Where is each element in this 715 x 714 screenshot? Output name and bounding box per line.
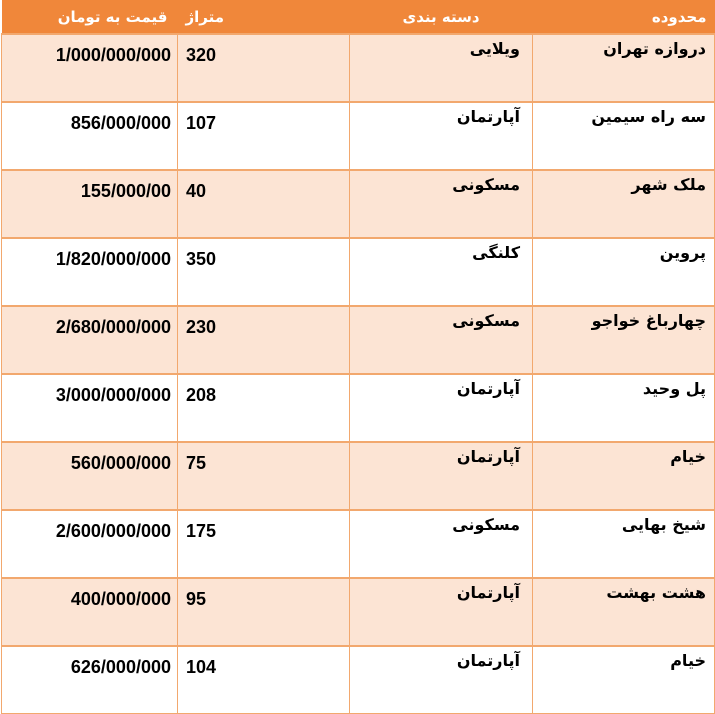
cell-price: 2/680/000/000 [2, 306, 178, 374]
cell-area: 175 [178, 510, 350, 578]
cell-area: 75 [178, 442, 350, 510]
table-row [2, 374, 715, 442]
cell-category: آپارتمان [350, 374, 533, 442]
cell-category: آپارتمان [350, 442, 533, 510]
header-price: قیمت به تومان [2, 0, 178, 34]
cell-area: 107 [178, 102, 350, 170]
cell-area: 350 [178, 238, 350, 306]
cell-area: 230 [178, 306, 350, 374]
cell-price: 1/000/000/000 [2, 34, 178, 102]
cell-area: 208 [178, 374, 350, 442]
cell-category: کلنگی [350, 238, 533, 306]
cell-price: 1/820/000/000 [2, 238, 178, 306]
cell-area: 95 [178, 578, 350, 646]
cell-area: 104 [178, 646, 350, 714]
table-row [2, 34, 715, 102]
property-price-table [1, 0, 715, 714]
cell-district: چهارباغ خواجو [533, 306, 715, 374]
cell-category: آپارتمان [350, 578, 533, 646]
cell-category: آپارتمان [350, 102, 533, 170]
cell-district: خیام [533, 442, 715, 510]
cell-category: مسکونی [350, 510, 533, 578]
header-category: دسته بندی [350, 0, 533, 34]
cell-category: مسکونی [350, 306, 533, 374]
table-row [2, 578, 715, 646]
cell-district: پل وحید [533, 374, 715, 442]
cell-area: 320 [178, 34, 350, 102]
cell-category: آپارتمان [350, 646, 533, 714]
cell-category: مسکونی [350, 170, 533, 238]
cell-district: ملک شهر [533, 170, 715, 238]
cell-price: 155/000/00 [2, 170, 178, 238]
table-row [2, 238, 715, 306]
header-area: متراژ [178, 0, 350, 34]
cell-category: ویلایی [350, 34, 533, 102]
cell-district: شیخ بهایی [533, 510, 715, 578]
header-district: محدوده [533, 0, 715, 34]
cell-district: خیام [533, 646, 715, 714]
table-row [2, 170, 715, 238]
table-row [2, 510, 715, 578]
cell-price: 626/000/000 [2, 646, 178, 714]
table-row [2, 306, 715, 374]
table-row [2, 442, 715, 510]
cell-price: 560/000/000 [2, 442, 178, 510]
cell-district: سه راه سیمین [533, 102, 715, 170]
cell-district: هشت بهشت [533, 578, 715, 646]
table-row [2, 102, 715, 170]
cell-price: 856/000/000 [2, 102, 178, 170]
cell-price: 400/000/000 [2, 578, 178, 646]
cell-district: دروازه تهران [533, 34, 715, 102]
cell-district: پروین [533, 238, 715, 306]
table-header-row [2, 0, 715, 34]
cell-price: 2/600/000/000 [2, 510, 178, 578]
cell-area: 40 [178, 170, 350, 238]
cell-price: 3/000/000/000 [2, 374, 178, 442]
table-row [2, 646, 715, 714]
